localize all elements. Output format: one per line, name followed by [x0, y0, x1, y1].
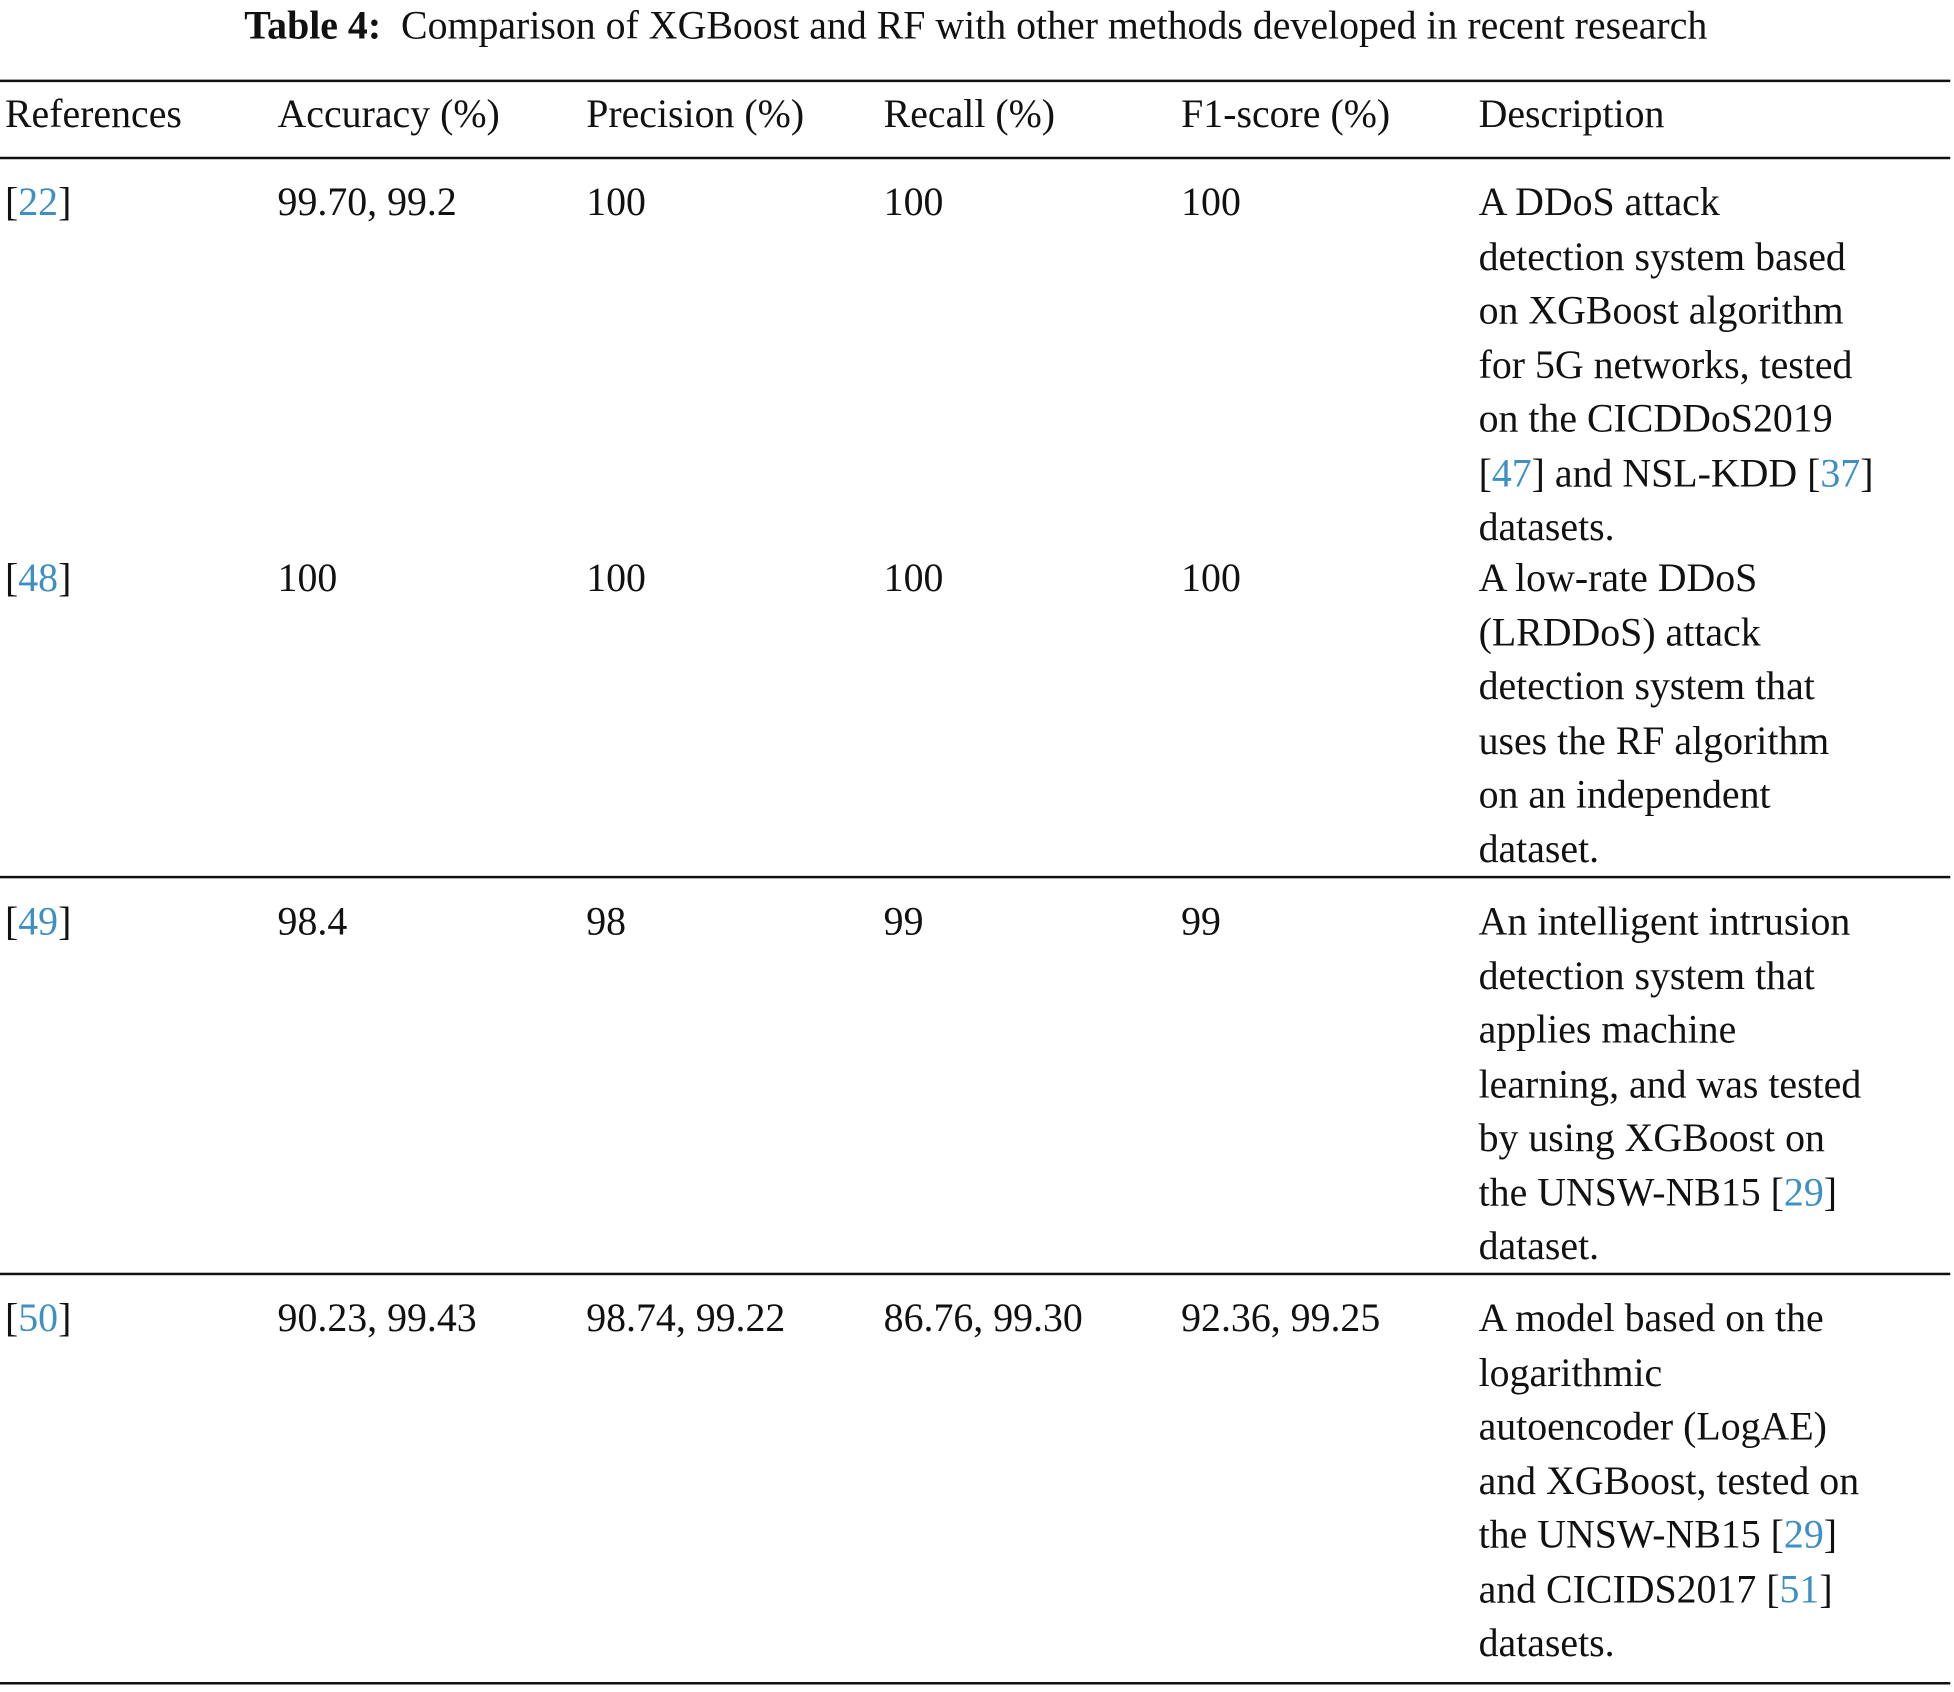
- caption-label: Table 4:: [244, 2, 382, 48]
- citation-link[interactable]: 22: [18, 179, 59, 224]
- accuracy-cell: 99.70, 99.2: [277, 179, 457, 224]
- description-text: ]: [1823, 1168, 1837, 1214]
- description-text: A model based on the: [1478, 1295, 1824, 1340]
- precision-cell: 98.74, 99.22: [586, 1295, 786, 1340]
- description-line: [1479, 1003, 1862, 1057]
- header-precision: Precision (%): [586, 90, 805, 136]
- citation-link[interactable]: 50: [18, 1295, 59, 1340]
- bottom-rule: [0, 1682, 1950, 1684]
- description-text: dataset.: [1478, 1222, 1600, 1268]
- table-row-ref: [48]: [4, 554, 72, 600]
- description-line: [1479, 822, 1830, 876]
- accuracy-cell: 98.4: [277, 898, 348, 944]
- description-text: detection system based: [1478, 233, 1846, 279]
- description-line: [1479, 949, 1862, 1003]
- description-line: [1479, 1345, 1860, 1399]
- description-line: [1479, 1219, 1862, 1273]
- recall-cell: 100: [883, 554, 944, 600]
- description-text: autoencoder (LogAE): [1478, 1403, 1827, 1449]
- description-text: datasets.: [1478, 1619, 1615, 1665]
- description-line: [1479, 1057, 1862, 1111]
- table-caption: [0, 0, 1952, 50]
- description-line: [1479, 713, 1830, 767]
- description-text: An intelligent intrusion: [1478, 898, 1851, 944]
- description-text: on XGBoost algorithm: [1478, 287, 1844, 333]
- description-text: (LRDDoS) attack: [1478, 608, 1761, 654]
- description-text: dataset.: [1478, 825, 1600, 871]
- description-line: [1479, 605, 1830, 659]
- description-line: [1479, 1508, 1860, 1562]
- description-line: [1479, 1165, 1862, 1219]
- citation-link[interactable]: 48: [18, 554, 59, 600]
- description-line: [1479, 895, 1862, 949]
- header-accuracy: Accuracy (%): [277, 90, 500, 136]
- description-text: ]: [1819, 1565, 1833, 1611]
- precision-cell: 98: [586, 898, 627, 944]
- description-line: [1479, 392, 1874, 446]
- description-line: [1479, 1562, 1860, 1616]
- f1-score-cell: 99: [1181, 898, 1221, 944]
- description-line: [1479, 1454, 1860, 1508]
- header-description: Description: [1478, 90, 1665, 136]
- recall-cell: 99: [883, 898, 924, 944]
- citation-link[interactable]: 29: [1783, 1168, 1824, 1214]
- table-row-ref: [22]: [4, 179, 72, 224]
- description-text: [: [1478, 449, 1492, 495]
- description-line: [1479, 1400, 1860, 1454]
- citation-link[interactable]: 37: [1820, 449, 1861, 495]
- description-text: detection system that: [1478, 663, 1815, 708]
- description-text: and CICIDS2017 [: [1478, 1565, 1780, 1611]
- accuracy-cell: 100: [277, 554, 338, 600]
- description-cell: [1479, 551, 1830, 876]
- description-text: uses the RF algorithm: [1478, 717, 1830, 763]
- citation-link[interactable]: 29: [1783, 1511, 1824, 1557]
- description-line: [1479, 768, 1830, 822]
- citation-link[interactable]: 51: [1779, 1565, 1820, 1611]
- description-text: logarithmic: [1478, 1349, 1663, 1395]
- description-text: the UNSW-NB15 [: [1478, 1511, 1784, 1557]
- description-line: [1479, 284, 1874, 338]
- description-text: learning, and was tested: [1478, 1060, 1862, 1106]
- citation-link[interactable]: 47: [1491, 449, 1532, 495]
- description-text: and XGBoost, tested on: [1478, 1457, 1860, 1503]
- description-line: [1479, 230, 1874, 284]
- precision-cell: 100: [586, 179, 646, 224]
- description-line: [1479, 1616, 1860, 1670]
- description-text: A low-rate DDoS: [1478, 554, 1758, 600]
- citation-link[interactable]: 49: [18, 898, 59, 944]
- description-text: ]: [1860, 449, 1874, 495]
- caption-text: Comparison of XGBoost and RF with other methods developed in recent research: [401, 2, 1708, 48]
- recall-cell: 86.76, 99.30: [883, 1295, 1083, 1340]
- f1-score-cell: 100: [1181, 554, 1241, 600]
- description-cell: [1479, 1291, 1860, 1670]
- f1-score-cell: 92.36, 99.25: [1181, 1295, 1381, 1340]
- description-cell: [1479, 175, 1874, 554]
- header-references: References: [4, 90, 182, 136]
- description-text: on the CICDDoS2019: [1478, 395, 1833, 441]
- description-line: [1479, 338, 1874, 392]
- header-recall: Recall (%): [883, 90, 1056, 136]
- row-rule: [0, 876, 1950, 878]
- description-text: for 5G networks, tested: [1478, 341, 1853, 387]
- recall-cell: 100: [883, 179, 944, 224]
- top-rule: [0, 80, 1950, 82]
- header-rule: [0, 157, 1950, 159]
- header-f1-score: F1-score (%): [1181, 90, 1391, 136]
- description-text: on an independent: [1478, 771, 1771, 817]
- description-text: by using XGBoost on: [1478, 1114, 1825, 1160]
- description-line: [1479, 446, 1874, 500]
- description-line: [1479, 551, 1830, 605]
- table-row-ref: [50]: [4, 1295, 72, 1340]
- table-row-ref: [49]: [4, 898, 72, 944]
- accuracy-cell: 90.23, 99.43: [277, 1295, 477, 1340]
- description-text: ]: [1823, 1511, 1837, 1557]
- description-line: [1479, 1111, 1862, 1165]
- description-line: [1479, 659, 1830, 713]
- description-text: applies machine: [1478, 1006, 1737, 1052]
- precision-cell: 100: [586, 554, 646, 600]
- description-text: A DDoS attack: [1478, 179, 1720, 224]
- description-text: datasets.: [1478, 503, 1615, 549]
- description-line: [1479, 175, 1874, 229]
- description-text: ] and NSL-KDD [: [1531, 449, 1821, 495]
- row-rule: [0, 1273, 1950, 1275]
- f1-score-cell: 100: [1181, 179, 1241, 224]
- description-cell: [1479, 895, 1862, 1274]
- description-line: [1479, 1291, 1860, 1345]
- description-line: [1479, 500, 1874, 554]
- description-text: detection system that: [1478, 952, 1815, 998]
- description-text: the UNSW-NB15 [: [1478, 1168, 1784, 1214]
